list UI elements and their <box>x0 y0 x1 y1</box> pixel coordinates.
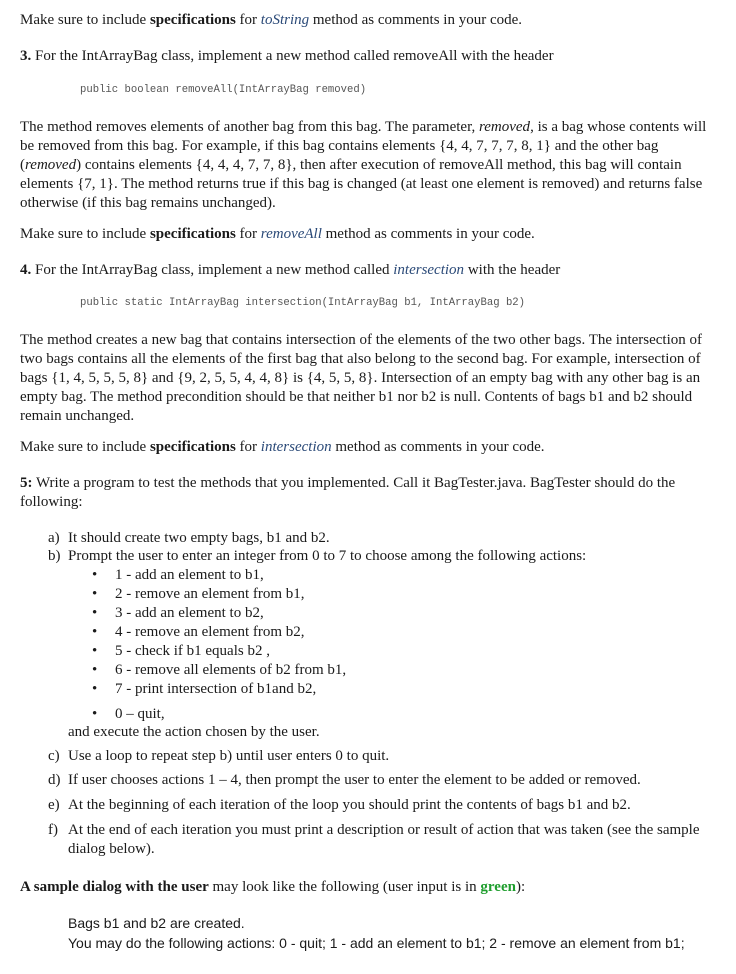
text: method as comments in your code. <box>321 226 535 242</box>
intersection-spec-note <box>20 438 716 457</box>
dialog-line: You may do the following actions: 0 - quit; 1 - add an element to b1; 2 - remove an element from b1; <box>68 935 685 951</box>
q3-heading <box>20 47 716 66</box>
text: method as comments in your code. <box>309 12 523 28</box>
action-text: 5 - check if b1 equals b2 , <box>115 643 270 659</box>
q4-code-header: public static IntArrayBag intersection(IntArrayBag b1, IntArrayBag b2) <box>80 297 526 309</box>
bullet-icon: • <box>92 605 98 621</box>
bullet-icon: • <box>92 662 98 678</box>
text: for <box>235 12 261 28</box>
question-number: 3. <box>20 48 32 64</box>
list-text: Prompt the user to enter an integer from 0 to 7 to choose among the following actions: <box>68 548 587 564</box>
q3-code-header: public boolean removeAll(IntArrayBag removed) <box>80 84 367 96</box>
q5-heading <box>20 474 716 512</box>
list-text: Use a loop to repeat step b) until user enters 0 to quit. <box>68 748 390 764</box>
question-number: 4. <box>20 262 32 278</box>
method-name: intersection <box>260 439 332 455</box>
action-text: 3 - add an element to b2, <box>115 605 264 621</box>
list-label: c) <box>48 748 60 764</box>
text: ): <box>515 879 526 895</box>
text: , is a bag whose contents will be removed from this bag. For example, if this bag contains elements {4, 4, 7, 7, 7, 8, 1} and the other bag ( <box>20 119 707 173</box>
method-name: toString <box>260 12 310 28</box>
text: for <box>235 439 261 455</box>
action-text: 6 - remove all elements of b2 from b1, <box>115 662 347 678</box>
list-label: b) <box>48 548 61 564</box>
bullet-icon: • <box>92 624 98 640</box>
action-text: 0 – quit, <box>115 706 165 722</box>
text: for <box>235 226 261 242</box>
question-number: 5: <box>20 475 33 491</box>
list-text: At the end of each iteration you must print a description or result of action that was taken (see the sample dialog below). <box>68 822 700 857</box>
q4-description: The method creates a new bag that contains intersection of the elements of the two other bags. The intersection of two bags contains all the elements of the first bag that also belong to the second bag. For example, intersection of bags {1, 4, 5, 5, 5, 8} and {9, 2, 5, 5, 4, 4, 8} is {4, 5, 5, 8}. Intersection of an empty bag with any other bag is an empty bag. The method precondition should be that neither b1 nor b2 is null. Contents of bags b1 and b2 should remain unchanged. <box>20 332 702 424</box>
bullet-icon: • <box>92 586 98 602</box>
param-name: removed <box>25 157 77 173</box>
bold-text: specifications <box>149 226 236 242</box>
list-label: d) <box>48 772 61 788</box>
method-name: intersection <box>393 262 465 278</box>
bold-text: specifications <box>149 439 236 455</box>
text: Make sure to include <box>20 439 150 455</box>
param-name: removed <box>478 119 531 135</box>
text: may look like the following (user input is in <box>208 879 481 895</box>
text: with the header <box>464 262 561 278</box>
text: ) contains elements {4, 4, 4, 7, 7, 8}, then after execution of removeAll method, this bag will contain elements {7, 1}. The method returns true if this bag is changed (at least one element is removed) and returns false otherwise (if this bag remains unchanged). <box>20 157 703 211</box>
bullet-icon: • <box>92 643 98 659</box>
question-title: For the IntArrayBag class, implement a new method called removeAll with the header <box>31 48 554 64</box>
list-label: f) <box>48 822 58 838</box>
text: The method removes elements of another bag from this bag. The parameter, <box>20 119 479 135</box>
bold-text: specifications <box>149 12 236 28</box>
text: For the IntArrayBag class, implement a new method called <box>31 262 394 278</box>
list-text: It should create two empty bags, b1 and b2. <box>68 530 330 546</box>
bold-text: A sample dialog with the user <box>20 879 209 895</box>
action-text: 1 - add an element to b1, <box>115 567 264 583</box>
list-label: e) <box>48 797 60 813</box>
action-text: 7 - print intersection of b1and b2, <box>115 681 317 697</box>
text: Make sure to include <box>20 226 150 242</box>
bullet-icon: • <box>92 681 98 697</box>
removeall-spec-note <box>20 225 716 244</box>
question-title: Write a program to test the methods that you implemented. Call it BagTester.java. BagTester should do the following: <box>20 475 676 510</box>
sample-dialog-intro <box>20 878 716 897</box>
list-text: and execute the action chosen by the user. <box>68 724 320 740</box>
q3-description <box>20 118 716 213</box>
method-name: removeAll <box>260 226 322 242</box>
green-label: green <box>480 879 516 895</box>
bullet-icon: • <box>92 706 98 722</box>
action-text: 2 - remove an element from b1, <box>115 586 305 602</box>
dialog-line: Bags b1 and b2 are created. <box>68 915 245 931</box>
action-text: 4 - remove an element from b2, <box>115 624 305 640</box>
tostring-spec-note <box>20 11 716 30</box>
q4-heading <box>20 261 716 280</box>
list-text: If user chooses actions 1 – 4, then prompt the user to enter the element to be added or removed. <box>68 772 641 788</box>
text: method as comments in your code. <box>331 439 545 455</box>
list-label: a) <box>48 530 60 546</box>
list-text: At the beginning of each iteration of the loop you should print the contents of bags b1 and b2. <box>68 797 631 813</box>
bullet-icon: • <box>92 567 98 583</box>
text: Make sure to include <box>20 12 150 28</box>
